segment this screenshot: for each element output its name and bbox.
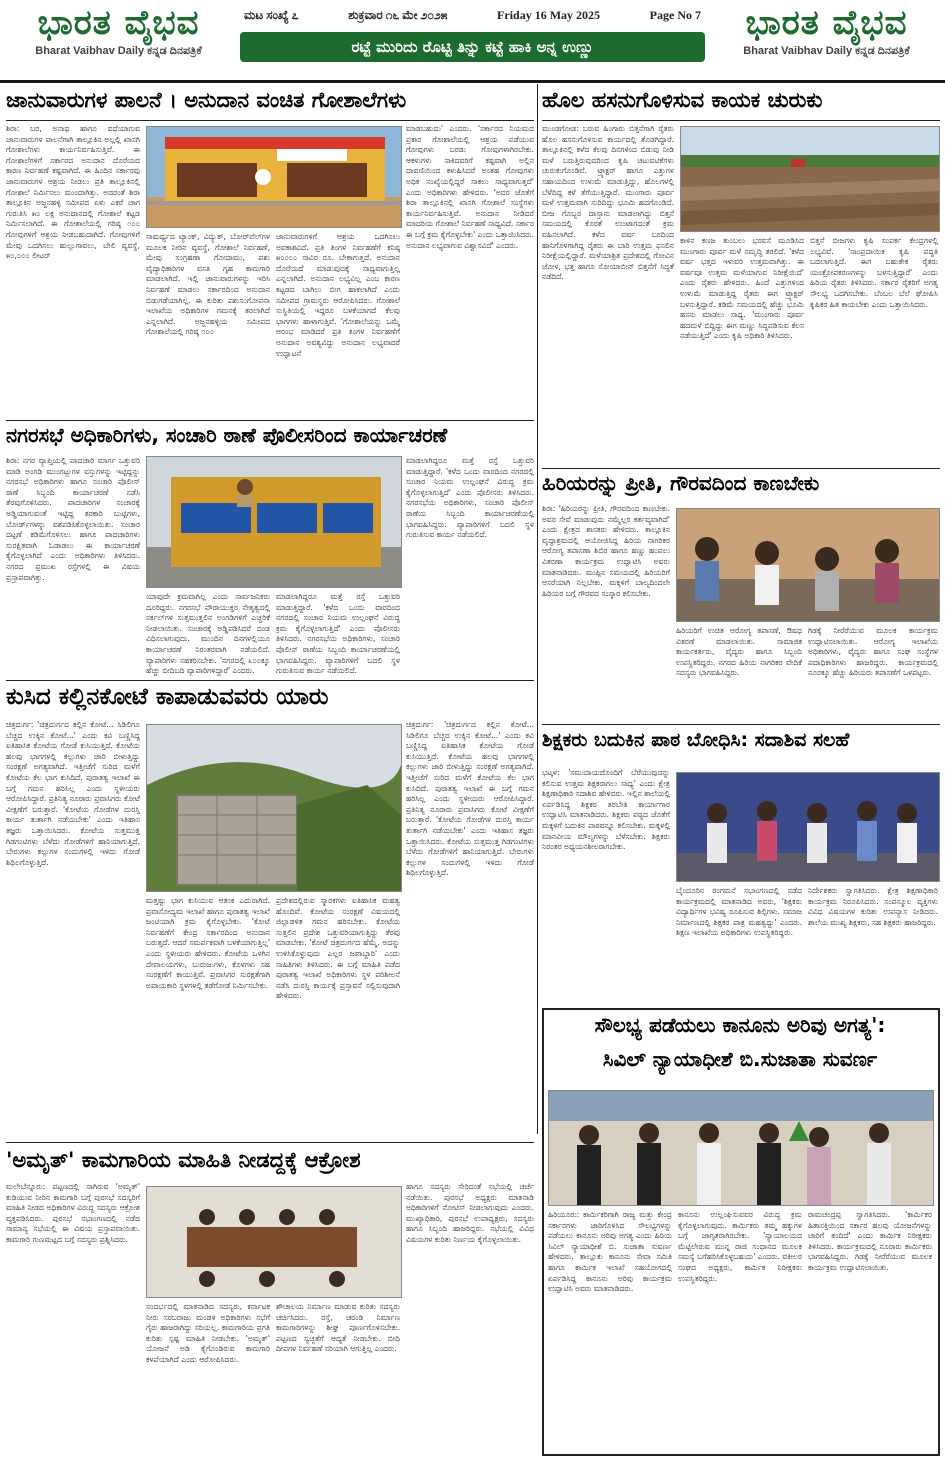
article-text: ಮತ್ತಷ್ಟು ಭಾಗ ಕುಸಿಯುವ ಆತಂಕ ಎದುರಾಗಿದೆ. ಪ್ರವಾಸೋದ್ಯಮ ಇಲಾಖೆ ಹಾಗೂ ಪುರಾತತ್ವ ಇಲಾಖೆ ಜಂಟಿಯಾಗಿ ಕ್ರಮ ಕೈಗೊಳ್ಳಬೇಕು. 'ಕೋಟೆ ನಿರ್ವಹಣೆಗೆ ಕೇಂದ್ರ ಸರ್ಕಾರದಿಂದ ಅನುದಾನ ಬರುತ್ತದೆ. ಆದರೆ ಸಮರ್ಪಕವಾಗಿ ಬಳಕೆಯಾಗುತ್ತಿಲ್ಲ' ಎಂದು ಸ್ಥಳೀಯರು ಹೇಳಿದರು. ಕೋಟೆಯ ಒಳಗಿನ ದೇವಾಲಯಗಳು, ಬುರುಜುಗಳು, ಕೊಳಗಳು ಸಹ ಸಂರಕ್ಷಣೆಗೆ ಕಾಯುತ್ತಿವೆ. ಪ್ರವಾಸಿಗರ ಸುರಕ್ಷತೆಗಾಗಿ ಅಪಾಯಕಾರಿ ಸ್ಥಳಗಳಲ್ಲಿ ತಡೆಗೋಡೆ ನಿರ್ಮಿಸಬೇಕು. xyxy=(146,896,270,990)
masthead xyxy=(0,0,945,83)
article-text: ಬೈಂದೂರಿನ ರಂಗಮನೆ ಸಭಾಂಗಣದಲ್ಲಿ ನಡೆದ ಕಾರ್ಯಕ್ರಮದಲ್ಲಿ ಮಾತನಾಡಿದ ಅವರು, 'ಶಿಕ್ಷಕರು ವಿದ್ಯಾರ್ಥಿಗಳ ಭವಿಷ್ಯ ರೂಪಿಸುವ ಶಿಲ್ಪಿಗಳು. ಸಮಾಜ ನಿರ್ಮಾಣದಲ್ಲಿ ಶಿಕ್ಷಕರ ಪಾತ್ರ ಮಹತ್ವದ್ದು' ಎಂದರು. ಶಿಕ್ಷಣ ಇಲಾಖೆಯ ಅಧಿಕಾರಿಗಳು ಉಪಸ್ಥಿತರಿದ್ದರು. xyxy=(676,886,802,938)
headline-farming: ಹೊಲ ಹಸನುಗೊಳಿಸುವ ಕಾಯಕ ಚುರುಕು xyxy=(542,88,823,112)
article-text: ಹಿರಿಯರಿಗೆ ಉಚಿತ ಆರೋಗ್ಯ ತಪಾಸಣೆ, ಔಷಧ ವಿತರಣೆ ಮಾಡಲಾಯಿತು. ಸಾಮಾಜಿಕ ಕಾರ್ಯಕರ್ತರು, ವೈದ್ಯರು ಹಾಗೂ ಸಿಬ್ಬಂದಿ ಉಪಸ್ಥಿತರಿದ್ದರು. ನಗರದ ಹಿರಿಯ ನಾಗರಿಕರ ವೇದಿಕೆ ಸದಸ್ಯರು ಭಾಗವಹಿಸಿದ್ದರು. xyxy=(676,626,802,678)
article-text: ನಿರ್ದೇಶಕರು ಸ್ವಾಗತಿಸಿದರು. ಕ್ಷೇತ್ರ ಶಿಕ್ಷಣಾಧಿಕಾರಿ ಕಾರ್ಯಕ್ರಮ ನಿರೂಪಿಸಿದರು. ಸಂಪನ್ಮೂಲ ವ್ಯಕ್ತಿಗಳು ವಿವಿಧ ವಿಷಯಗಳ ಕುರಿತು ಉಪನ್ಯಾಸ ನೀಡಿದರು. ಶಾಲೆಯ ಮುಖ್ಯ ಶಿಕ್ಷಕರು, ಸಹ ಶಿಕ್ಷಕರು ಹಾಜರಿದ್ದರು. xyxy=(808,886,938,927)
headline-law-line1: ಸೌಲಭ್ಯ ಪಡೆಯಲು ಕಾನೂನು ಅರಿವು ಅಗತ್ಯ': xyxy=(594,1013,886,1037)
article-text: ಹಾಗೂ ಸದಸ್ಯರು ಸೇರಿದಂತೆ ಸಭೆಯಲ್ಲಿ ಚರ್ಚೆ ನಡೆಯಿತು. ಪುರಸಭೆ ಅಧ್ಯಕ್ಷರು ಮಾತನಾಡಿ ಅಧಿಕಾರಿಗಳಿಗೆ ನೋಟಿಸ್ ನೀಡಲಾಗುವುದು ಎಂದರು. ಮುಖ್ಯಾಧಿಕಾರಿ, ಪುರಸಭೆ ಉಪಾಧ್ಯಕ್ಷರು, ಸದಸ್ಯರು ಹಾಗೂ ಸಿಬ್ಬಂದಿ ಹಾಜರಿದ್ದರು. ಸಭೆಯಲ್ಲಿ ವಿವಿಧ ವಿಷಯಗಳ ಕುರಿತು ನಿರ್ಣಯ ಕೈಗೊಳ್ಳಲಾಯಿತು. xyxy=(406,1182,534,1244)
column-divider xyxy=(537,84,538,1134)
kannada-date: ಶುಕ್ರವಾರ ೧೬ ಮೇ ೨೦೨೫ xyxy=(348,8,448,22)
headline-fort: ಕುಸಿದ ಕಲ್ಲಿನಕೋಟೆ ಕಾಪಾಡುವವರು ಯಾರು xyxy=(6,684,329,710)
logo-tag: ಕನ್ನಡ ದಿನಪತ್ರಿಕೆ xyxy=(855,45,910,57)
issue-meta-row xyxy=(240,4,705,26)
page-number: Page No 7 xyxy=(649,8,701,22)
logo-title: ಭಾರತ ವೈಭವ xyxy=(37,3,200,43)
truck-photo xyxy=(146,456,402,588)
headline-goshala: ಜಾನುವಾರುಗಳ ಪಾಲನೆ । ಅನುದಾನ ವಂಚಿತ ಗೋಶಾಲೆಗಳು xyxy=(6,88,407,112)
article-text: ಶಿರಾ: 'ಹಿರಿಯರನ್ನು ಪ್ರೀತಿ, ಗೌರವದಿಂದ ಕಾಣಬೇಕು. ಅವರ ಸೇವೆ ಮಾಡುವುದು ನಮ್ಮೆಲ್ಲರ ಕರ್ತವ್ಯವಾಗಿದೆ' ಎಂದು ಕ್ಷೇತ್ರದ ಶಾಸಕರು ಹೇಳಿದರು. ತಾಲ್ಲೂಕಿನ ವೃದ್ಧಾಶ್ರಮದಲ್ಲಿ ಆಯೋಜಿಸಿದ್ದ ಹಿರಿಯ ನಾಗರಿಕರ ಆರೋಗ್ಯ ತಪಾಸಣಾ ಶಿಬಿರ ಹಾಗೂ ಹಣ್ಣು ಹಂಪಲು ವಿತರಣಾ ಕಾರ್ಯಕ್ರಮ ಉದ್ಘಾಟಿಸಿ ಅವರು ಮಾತನಾಡಿದರು. ಮುಪ್ಪಿನ ಸಮಯದಲ್ಲಿ ಹಿರಿಯರಿಗೆ ಆಸರೆಯಾಗಿ ನಿಲ್ಲಬೇಕು. ಮಕ್ಕಳಿಗೆ ಬಾಲ್ಯದಿಂದಲೇ ಹಿರಿಯರ ಬಗ್ಗೆ ಗೌರವದ ಸಂಸ್ಕಾರ ಕಲಿಸಬೇಕು. xyxy=(542,504,670,598)
article-text: ಮಾಡಲಾಗಿದ್ದರೂ ಮತ್ತೆ ರಸ್ತೆ ಒತ್ತುವರಿ ಮಾಡುತ್ತಿದ್ದಾರೆ. 'ಕಳೆದ ಒಂದು ವಾರದಿಂದ ನಗರದಲ್ಲಿ ಸಂಚಾರ ನಿಯಮ ಉಲ್ಲಂಘನೆ ವಿರುದ್ಧ ಕ್ರಮ ಕೈಗೊಳ್ಳಲಾಗುತ್ತಿದೆ' ಎಂದು ಪೊಲೀಸರು ತಿಳಿಸಿದರು. ನಗರಸಭೆಯ ಅಧಿಕಾರಿಗಳು, ಸಂಚಾರಿ ಪೊಲೀಸ್ ಠಾಣೆಯ ಸಿಬ್ಬಂದಿ ಕಾರ್ಯಾಚರಣೆಯಲ್ಲಿ ಭಾಗವಹಿಸಿದ್ದರು. ವ್ಯಾಪಾರಿಗಳಿಗೆ ಬದಲಿ ಸ್ಥಳ ಗುರುತಿಸುವ ಕಾರ್ಯ ನಡೆಯಲಿದೆ. xyxy=(276,592,400,676)
issue-number: ಮಟ ಸಂಖ್ಯೆ ೭ xyxy=(244,8,299,22)
article-text: ಮಲೇಬೆನ್ನೂರು: ಪಟ್ಟಣದಲ್ಲಿ ಸಾಗಿರುವ 'ಅಮೃತ್' ಕುಡಿಯುವ ನೀರಿನ ಕಾಮಗಾರಿ ಬಗ್ಗೆ ಪುರಸಭೆ ಸದಸ್ಯರಿಗೆ ಮಾಹಿತಿ ನೀಡದ ಅಧಿಕಾರಿಗಳ ವಿರುದ್ಧ ಸದಸ್ಯರು ಆಕ್ರೋಶ ವ್ಯಕ್ತಪಡಿಸಿದರು. ಪುರಸಭೆ ಸಭಾಂಗಣದಲ್ಲಿ ನಡೆದ ಸಾಮಾನ್ಯ ಸಭೆಯಲ್ಲಿ ಈ ವಿಷಯ ಪ್ರಸ್ತಾಪವಾಯಿತು. ಕಾಮಗಾರಿ ಗುಣಮಟ್ಟದ ಬಗ್ಗೆ ಸದಸ್ಯರು ಪ್ರಶ್ನಿಸಿದರು. xyxy=(6,1182,140,1244)
slogan-banner: ರಟ್ಟೆ ಮುರಿದು ರೊಟ್ಟಿ ತಿನ್ನು ಕಟ್ಟೆ ಹಾಕಿ ಅನ್ನ ಉಣ್ಣು xyxy=(240,32,705,62)
meeting-photo xyxy=(146,1186,402,1298)
article-text: ಬಿತ್ತನೆ ಬೀಜಗಳು ಕೃಷಿ ಸಂಪರ್ಕ ಕೇಂದ್ರಗಳಲ್ಲಿ ಲಭ್ಯವಿವೆ. 'ಸಾಂಪ್ರದಾಯಿಕ ಕೃಷಿ ಪದ್ಧತಿ ಬದಲಾಗುತ್ತಿದೆ. ಈಗ ಬಹುತೇಕ ರೈತರು ಯಂತ್ರೋಪಕರಣಗಳನ್ನು ಬಳಸುತ್ತಿದ್ದಾರೆ' ಎಂದು ಹಿರಿಯ ರೈತರು ತಿಳಿಸಿದರು. ಸರ್ಕಾರ ರೈತರಿಗೆ ಅಗತ್ಯ ಸೌಲಭ್ಯ ಒದಗಿಸಬೇಕು. ಬೆಂಬಲ ಬೆಲೆ ಘೋಷಿಸಿ ಕೃಷಿಕರ ಹಿತ ಕಾಯಬೇಕು ಎಂದು ಒತ್ತಾಯಿಸಿದರು. xyxy=(810,236,938,309)
divider xyxy=(6,680,534,681)
article-text: ಜಾನುವಾರುಗಳಿಗೆ ಆಶ್ರಯ ಒದಗಿಸಲು ಅವಕಾಶವಿದೆ. ಪ್ರತಿ ತಿಂಗಳ ನಿರ್ವಹಣೆಗೆ ಕನಿಷ್ಠ ೫೦೦೦೦ ಸಾವಿರ ರೂ. ಬೇಕಾಗುತ್ತದೆ. ಅನುದಾನ ದೊರೆಯದೆ ಮಾಡುವುದಕ್ಕೆ ಸಾಧ್ಯವಾಗುತ್ತಿಲ್ಲ ಎನ್ನಲಾಗಿದೆ. ಅನುದಾನ ಲಭ್ಯವಿಲ್ಲ ಎಂಬ ಕಾರಣ ಕಟ್ಟಡದ ಬಾಗಿಲು ಬೀಗ ಹಾಕಲಾಗಿದೆ ಎಂದು ಸಮೀಪದ ಗ್ರಾಮಸ್ಥರು ಆರೋಪಿಸಿದರು. ಗೋಶಾಲೆ ಸುಸ್ಥಿತಿಯಲ್ಲಿ ಇದ್ದರೂ ಬಳಕೆಯಾಗದೆ ಕೆಲವು ಭಾಗಗಳು ಹಾಳಾಗುತ್ತಿವೆ. 'ಗೋಶಾಲೆಯನ್ನು ಒಮ್ಮೆ ಆರಂಭ ಮಾಡಿದರೆ ಪ್ರತಿ ತಿಂಗಳ ನಿರ್ವಹಣೆಗೆ ಅನುದಾನ ಅವಶ್ಯವಿದ್ದು ಅನುದಾನ ಲಭ್ಯವಾದರೆ ಉದ್ಘಾಟನೆ xyxy=(276,232,400,358)
divider xyxy=(6,120,534,121)
headline-law-line2: ಸಿವಿಲ್ ನ್ಯಾಯಾಧೀಶೆ ಬಿ.ಸುಜಾತಾ ಸುವರ್ಣ xyxy=(602,1047,878,1071)
headline-teachers: ಶಿಕ್ಷಕರು ಬದುಕಿನ ಪಾಠ ಬೋಧಿಸಿ: ಸದಾಶಿವ ಸಲಹೆ xyxy=(542,729,850,751)
logo-right xyxy=(714,2,939,76)
article-text: ಹಿರಿಯೂರು: ಕಾರ್ಮಿಕರಿಗಾಗಿ ರಾಜ್ಯ ಮತ್ತು ಕೇಂದ್ರ ಸರ್ಕಾರಗಳು ಜಾರಿಗೊಳಿಸಿದ ಸೌಲಭ್ಯಗಳನ್ನು ಪಡೆಯಲು ಕಾನೂನು ಅರಿವು ಅಗತ್ಯ ಎಂದು ಹಿರಿಯ ಸಿವಿಲ್ ನ್ಯಾಯಾಧೀಶೆ ಬಿ. ಸುಜಾತಾ ಸುವರ್ಣ ಹೇಳಿದರು. ತಾಲ್ಲೂಕು ಕಾನೂನು ಸೇವಾ ಸಮಿತಿ ಹಾಗೂ ಕಾರ್ಮಿಕ ಇಲಾಖೆ ಸಹಯೋಗದಲ್ಲಿ ಏರ್ಪಡಿಸಿದ್ದ ಕಾನೂನು ಅರಿವು ಕಾರ್ಯಕ್ರಮ ಉದ್ಘಾಟಿಸಿ ಅವರು ಮಾತನಾಡಿದರು. xyxy=(548,1210,672,1294)
article-text: ಸಂದರ್ಭದಲ್ಲಿ ಮಾತನಾಡಿದ ಸದಸ್ಯರು, ಕರ್ನಾಟಕ ನೀರು ಸರಬರಾಜು ಮಂಡಳಿ ಅಧಿಕಾರಿಗಳು ಸಭೆಗೆ ಗೈರು ಹಾಜರಾಗಿದ್ದು ಸರಿಯಲ್ಲ. ಕಾಮಗಾರಿಯ ಪ್ರಗತಿ ಕುರಿತು ಸ್ಪಷ್ಟ ಮಾಹಿತಿ ನೀಡಬೇಕು. 'ಅಮೃತ್' ಯೋಜನೆ ಅಡಿ ಕೈಗೊಂಡಿರುವ ಕಾಮಗಾರಿ ಕಳಪೆಯಾಗಿದೆ ಎಂದು ಆರೋಪಿಸಿದರು. xyxy=(146,1302,270,1364)
article-text: ಯಾವುದೇ ಕ್ರಮವಾಗಿಲ್ಲ ಎಂದು ಸಾರ್ವಜನಿಕರು ದೂರಿದ್ದರು. ನಗರಸಭೆ ಪೌರಾಯುಕ್ತರ ನೇತೃತ್ವದಲ್ಲಿ ಸರ್ಕಲ್‌ಗಳ ಸುತ್ತಮುತ್ತಲಿನ ಅಂಗಡಿಗಳಿಗೆ ಎಚ್ಚರಿಕೆ ನೀಡಲಾಯಿತು. ಸಂಚಾರಕ್ಕೆ ಅಡ್ಡಿಪಡಿಸಿದರೆ ದಂಡ ವಿಧಿಸಲಾಗುವುದು. ಮುಂದಿನ ದಿನಗಳಲ್ಲಿಯೂ ಕಾರ್ಯಾಚರಣೆ ನಿರಂತರವಾಗಿ ನಡೆಯಲಿದೆ. ವ್ಯಾಪಾರಿಗಳು ಸಹಕರಿಸಬೇಕು. 'ನಗರದಲ್ಲಿ ೩೦೦ಕ್ಕೂ ಹೆಚ್ಚು ಬೀದಿಬದಿ ವ್ಯಾಪಾರಿಗಳಿದ್ದಾರೆ' ಎಂದರು. xyxy=(146,592,270,676)
divider xyxy=(542,120,940,121)
article-text: ಮಾಡಬಹುದು' ಎಂದರು. 'ಸರ್ಕಾರದ ನಿಯಮದ ಪ್ರಕಾರ ಗೋಶಾಲೆಯಲ್ಲಿ ಆಶ್ರಯ ಪಡೆಯುವ ಗೋವುಗಳು ಬರಡು ಗೋವುಗಳಾಗಿರಬೇಕು. ಆಕಳುಗಳು ಸಾಕಿದವರಿಗೆ ಕಷ್ಟವಾಗಿ ಅಲ್ಲಿನ ದಾವಣಿಯಿಂದ ಕಳುಹಿಸಿದರೆ ಅಂತಹ ಗೋವುಗಳು ಅಧಿಕ ಸಂಖ್ಯೆಯಲ್ಲಿದ್ದರೆ ಸಾಕಲು ಸಾಧ್ಯವಾಗುತ್ತದೆ' ಎಂದು ಅಧಿಕಾರಿಗಳು ಹೇಳಿದರು. 'ಅದರ ಜೊತೆಗೆ ಶಿರಾ ತಾಲ್ಲೂಕಿನಲ್ಲಿ ಖಾಸಗಿ ಗೋಶಾಲೆ ಸಂಸ್ಥೆಗಳು ಕಾರ್ಯನಿರ್ವಹಿಸುತ್ತಿವೆ. ಅನುದಾನ ನೀಡಿದರೆ ಮಾದರಿಯ ಗೋಶಾಲೆ ನಿರ್ವಹಣೆ ಸಾಧ್ಯವಿದೆ. ಸರ್ಕಾರ ಈ ಬಗ್ಗೆ ಕ್ರಮ ಕೈಗೊಳ್ಳಬೇಕು' ಎಂದು ಒತ್ತಾಯಿಸಿದರು. ಅನುದಾನ ಲಭ್ಯವಾಗುವ ವಿಶ್ವಾಸವಿದೆ' ಎಂದರು. xyxy=(406,124,534,250)
logo-subtitle: Bharat Vaibhav Daily xyxy=(35,45,145,57)
article-text: ರಾಮಚಂದ್ರಪ್ಪ ಸ್ವಾಗತಿಸಿದರು. 'ಕಾರ್ಮಿಕರ ಹಿತಾಸಕ್ತಿಯಿಂದ ಸರ್ಕಾರ ಹಲವು ಯೋಜನೆಗಳನ್ನು ಜಾರಿಗೆ ತಂದಿದೆ' ಎಂದು ಕಾರ್ಮಿಕ ನಿರೀಕ್ಷಕರು ತಿಳಿಸಿದರು. ಕಾರ್ಯಕ್ರಮದಲ್ಲಿ ನೂರಾರು ಕಾರ್ಮಿಕರು ಭಾಗವಹಿಸಿದ್ದರು. ಗಿಡಕ್ಕೆ ನೀರೆರೆಯುವ ಮೂಲಕ ಕಾರ್ಯಕ್ರಮ ಉದ್ಘಾಟಿಸಲಾಯಿತು. xyxy=(808,1210,932,1272)
logo-subtitle: Bharat Vaibhav Daily xyxy=(743,45,853,57)
headline-elders: ಹಿರಿಯರನ್ನು ಪ್ರೀತಿ, ಗೌರವದಿಂದ ಕಾಣಬೇಕು xyxy=(542,471,820,495)
headline-police: ನಗರಸಭೆ ಅಧಿಕಾರಿಗಳು, ಸಂಚಾರಿ ಠಾಣೆ ಪೊಲೀಸರಿಂದ ಕಾರ್ಯಾಚರಣೆ xyxy=(6,423,448,447)
divider xyxy=(6,420,534,421)
article-text: ಶಿರಾ: ಬರ, ಅನಾಥ ಹಾಗೂ ವಧೆಯಾಗುವ ಜಾನುವಾರುಗಳ ಪಾಲನೆಗಾಗಿ ತಾಲ್ಲೂಕಿನ ಅಲ್ಲಲ್ಲಿ ಖಾಸಗಿ ಗೋಶಾಲೆಗಳು ಕಾರ್ಯನಿರ್ವಹಿಸುತ್ತಿವೆ. ಈ ಗೋಶಾಲೆಗಳಿಗೆ ಸರ್ಕಾರದ ಅನುದಾನ ದೊರೆಯದ ಕಾರಣ ನಿರ್ವಹಣೆ ಕಷ್ಟವಾಗಿದೆ. ಈ ಹಿಂದಿನ ಸರ್ಕಾರವು ಜಾನುವಾರುಗಳ ಆಶ್ರಯ ನೀಡಲು ಪ್ರತಿ ತಾಲ್ಲೂಕಿನಲ್ಲಿ ಗೋಶಾಲೆ ನಿರ್ಮಿಸಲು ಮುಂದಾಗಿತ್ತು. ಅದರಂತೆ ಶಿರಾ ತಾಲ್ಲೂಕಿನ ಅಜ್ಜನಹಳ್ಳಿ ಸಮೀಪದ ಏಳು ಎಕರೆ ಜಾಗ ಗುರುತಿಸಿ ೫೦ ಲಕ್ಷ ಅನುದಾನದಲ್ಲಿ ಗೋಶಾಲೆ ಕಟ್ಟಡ ನಿರ್ಮಿಸಲಾಗಿದೆ. ಈ ಗೋಶಾಲೆಯಲ್ಲಿ ಗರಿಷ್ಠ ೧೦೦ ಗೋವುಗಳಿಗೆ ಆಶ್ರಯ ನೀಡಬಹುದಾಗಿದೆ. ಗೋವುಗಳಿಗೆ ಮೇವು ಒದಗಿಸಲು ಹುಲ್ಲುಗಾವಲು, ಬೇಲಿ ವ್ಯವಸ್ಥೆ, ೫೦,೦೦೦ ಲೀಟರ್ xyxy=(6,124,140,261)
article-text: ಸಾಮರ್ಥ್ಯದ ಟ್ಯಾಂಕ್, ವಿದ್ಯುತ್, ಬೋರ್‌ವೆಲ್‌ಗಳ ಮೂಲಕ ನೀರಿನ ವ್ಯವಸ್ಥೆ, ಗೋಶಾಲೆ ನಿರ್ವಹಣೆ, ಮೇವು ಸಂಗ್ರಹಣಾ ಗೋದಾಮು, ಪಶು ವೈದ್ಯಾಧಿಕಾರಿಗಳ ವಸತಿ ಗೃಹ ಕಾಮಗಾರಿ ಮಾಡಲಾಗಿದೆ. ಇಲ್ಲಿ ಜಾನುವಾರುಗಳನ್ನು ಇರಿಸಿ ನಿರ್ವಹಣೆ ಮಾಡಲು ಸರ್ಕಾರದಿಂದ ಅನುದಾನ ಬಿಡುಗಡೆಯಾಗಿಲ್ಲ. ಈ ಕುರಿತು ಪಶುಸಂಗೋಪನಾ ಇಲಾಖೆಯ ಅಧಿಕಾರಿಗಳ ಗಮನಕ್ಕೆ ತರಲಾಗಿದೆ ಎನ್ನಲಾಗಿದೆ. ಅಜ್ಜನಹಳ್ಳಿಯ ಸಮೀಪದ ಗೋಶಾಲೆಯಲ್ಲಿ ಗರಿಷ್ಠ ೧೦೦ xyxy=(146,232,270,337)
article-text: ಕಾನೂನು ಉಲ್ಲಂಘಿಸುವವರ ವಿರುದ್ಧ ಕ್ರಮ ಕೈಗೊಳ್ಳಲಾಗುವುದು. ಕಾರ್ಮಿಕರು ತಮ್ಮ ಹಕ್ಕುಗಳ ಬಗ್ಗೆ ಜಾಗೃತರಾಗಿರಬೇಕು. 'ನ್ಯಾಯಾಲಯದ ಮೆಟ್ಟಿಲೇರುವ ಮುನ್ನ ರಾಜಿ ಸಂಧಾನದ ಮೂಲಕ ಸಮಸ್ಯೆ ಬಗೆಹರಿಸಿಕೊಳ್ಳಬಹುದು' ಎಂದರು. ವಕೀಲರ ಸಂಘದ ಅಧ್ಯಕ್ಷರು, ಕಾರ್ಮಿಕ ನಿರೀಕ್ಷಕರು ಉಪಸ್ಥಿತರಿದ್ದರು. xyxy=(678,1210,802,1283)
logo-tag: ಕನ್ನಡ ದಿನಪತ್ರಿಕೆ xyxy=(147,45,202,57)
article-text: ಗಿಡಕ್ಕೆ ನೀರೆರೆಯುವ ಮೂಲಕ ಕಾರ್ಯಕ್ರಮ ಉದ್ಘಾಟಿಸಲಾಯಿತು. ಆರೋಗ್ಯ ಇಲಾಖೆಯ ಅಧಿಕಾರಿಗಳು, ವೈದ್ಯರು ಹಾಗೂ ಸಂಘ ಸಂಸ್ಥೆಗಳ ಪದಾಧಿಕಾರಿಗಳು ಹಾಜರಿದ್ದರು. ಕಾರ್ಯಕ್ರಮದಲ್ಲಿ ನೂರಕ್ಕೂ ಹೆಚ್ಚು ಹಿರಿಯರು ತಪಾಸಣೆಗೆ ಒಳಪಟ್ಟರು. xyxy=(808,626,938,678)
english-date: Friday 16 May 2025 xyxy=(497,8,601,22)
article-text: ಚಿತ್ರದುರ್ಗ: 'ಚಿತ್ರದುರ್ಗದ ಕಲ್ಲಿನ ಕೋಟೆ... ಸಿಡಿಲಿಗೂ ಬೆಚ್ಚದ ಉಕ್ಕಿನ ಕೋಟೆ...' ಎಂದು ಕವಿ ಬಣ್ಣಿಸಿದ್ದ ಐತಿಹಾಸಿಕ ಕೋಟೆಯ ಗೋಡೆ ಕುಸಿಯುತ್ತಿದೆ. ಕೋಟೆಯ ಹಲವು ಭಾಗಗಳಲ್ಲಿ ಕಲ್ಲುಗಳು ಜಾರಿ ಬೀಳುತ್ತಿದ್ದು ಸಂರಕ್ಷಣೆ ಅಗತ್ಯವಾಗಿದೆ. ಇತ್ತೀಚೆಗೆ ಸುರಿದ ಮಳೆಗೆ ಕೋಟೆಯ ಕೆಲ ಭಾಗ ಕುಸಿದಿದೆ. ಪುರಾತತ್ವ ಇಲಾಖೆ ಈ ಬಗ್ಗೆ ಗಮನ ಹರಿಸಿಲ್ಲ ಎಂದು ಸ್ಥಳೀಯರು ಆರೋಪಿಸಿದ್ದಾರೆ. ಪ್ರತಿನಿತ್ಯ ನೂರಾರು ಪ್ರವಾಸಿಗರು ಕೋಟೆ ವೀಕ್ಷಣೆಗೆ ಬರುತ್ತಾರೆ. 'ಕೋಟೆಯ ಗೋಡೆಗಳ ದುರಸ್ತಿ ಕಾರ್ಯ ತುರ್ತಾಗಿ ನಡೆಯಬೇಕು' ಎಂದು ಇತಿಹಾಸ ತಜ್ಞರು ಒತ್ತಾಯಿಸಿದರು. ಕೋಟೆಯ ಸುತ್ತಮುತ್ತ ಗಿಡಗಂಟಿಗಳು ಬೆಳೆದು ಗೋಡೆಗಳಿಗೆ ಹಾನಿಯಾಗುತ್ತಿದೆ. ಬೇರುಗಳು ಕಲ್ಲುಗಳ ಸಂದುಗಳಲ್ಲಿ ಇಳಿದು ಗೋಡೆ ಶಿಥಿಲಗೊಳ್ಳುತ್ತಿದೆ. xyxy=(6,720,140,867)
article-text: ಮುಂಡಗೋಡ: ಬರುವ ಹಿಂಗಾರು ಬಿತ್ತನೆಗಾಗಿ ರೈತರು ಹೊಲ ಹಸನುಗೊಳಿಸುವ ಕಾರ್ಯದಲ್ಲಿ ತೊಡಗಿದ್ದಾರೆ. ತಾಲ್ಲೂಕಿನಲ್ಲಿ ಕಳೆದ ಕೆಲವು ದಿನಗಳಿಂದ ಬಿಡುವು ನೀಡಿ ಮಳೆ ಬರುತ್ತಿರುವುದರಿಂದ ಕೃಷಿ ಚಟುವಟಿಕೆಗಳು ಚುರುಕುಗೊಂಡಿವೆ. ಟ್ರ್ಯಾಕ್ಟರ್ ಹಾಗೂ ಎತ್ತುಗಳ ಸಹಾಯದಿಂದ ಉಳುಮೆ ಮಾಡುತ್ತಿದ್ದು, ಹೊಲಗಳಲ್ಲಿ ಬೆಳೆದಿದ್ದ ಕಳೆ ತೆಗೆಯುತ್ತಿದ್ದಾರೆ. ಮುಂಗಾರು ಪೂರ್ವ ಮಳೆ ಉತ್ತಮವಾಗಿ ಸುರಿದಿದ್ದು ಭೂಮಿ ಹದಗೊಂಡಿದೆ. ಬೀಜ ಗೊಬ್ಬರ ದಾಸ್ತಾನು ಮಾಡಲಾಗಿದ್ದು ಬಿತ್ತನೆ ಸಮಯದಲ್ಲಿ ಕೊರತೆ ಉಂಟಾಗದಂತೆ ಕ್ರಮ ವಹಿಸಲಾಗಿದೆ. ಕಳೆದ ವರ್ಷ ಬರದಿಂದ ಹಾನಿಗೊಳಗಾಗಿದ್ದ ರೈತರು ಈ ಬಾರಿ ಉತ್ತಮ ಫಸಲಿನ ನಿರೀಕ್ಷೆಯಲ್ಲಿದ್ದಾರೆ. ಮಳೆಯಾಶ್ರಿತ ಪ್ರದೇಶದಲ್ಲಿ ಗೋವಿನ ಜೋಳ, ಭತ್ತ ಹಾಗೂ ಸೋಯಾಬೀನ್ ಬಿತ್ತನೆಗೆ ಸಿದ್ಧತೆ ನಡೆದಿದೆ. xyxy=(542,124,674,282)
article-text: ಚಿತ್ರದುರ್ಗ: 'ಚಿತ್ರದುರ್ಗದ ಕಲ್ಲಿನ ಕೋಟೆ... ಸಿಡಿಲಿಗೂ ಬೆಚ್ಚದ ಉಕ್ಕಿನ ಕೋಟೆ...' ಎಂದು ಕವಿ ಬಣ್ಣಿಸಿದ್ದ ಐತಿಹಾಸಿಕ ಕೋಟೆಯ ಗೋಡೆ ಕುಸಿಯುತ್ತಿದೆ. ಕೋಟೆಯ ಹಲವು ಭಾಗಗಳಲ್ಲಿ ಕಲ್ಲುಗಳು ಜಾರಿ ಬೀಳುತ್ತಿದ್ದು ಸಂರಕ್ಷಣೆ ಅಗತ್ಯವಾಗಿದೆ. ಇತ್ತೀಚೆಗೆ ಸುರಿದ ಮಳೆಗೆ ಕೋಟೆಯ ಕೆಲ ಭಾಗ ಕುಸಿದಿದೆ. ಪುರಾತತ್ವ ಇಲಾಖೆ ಈ ಬಗ್ಗೆ ಗಮನ ಹರಿಸಿಲ್ಲ ಎಂದು ಸ್ಥಳೀಯರು ಆರೋಪಿಸಿದ್ದಾರೆ. ಪ್ರತಿನಿತ್ಯ ನೂರಾರು ಪ್ರವಾಸಿಗರು ಕೋಟೆ ವೀಕ್ಷಣೆಗೆ ಬರುತ್ತಾರೆ. 'ಕೋಟೆಯ ಗೋಡೆಗಳ ದುರಸ್ತಿ ಕಾರ್ಯ ತುರ್ತಾಗಿ ನಡೆಯಬೇಕು' ಎಂದು ಇತಿಹಾಸ ತಜ್ಞರು ಒತ್ತಾಯಿಸಿದರು. ಕೋಟೆಯ ಸುತ್ತಮುತ್ತ ಗಿಡಗಂಟಿಗಳು ಬೆಳೆದು ಗೋಡೆಗಳಿಗೆ ಹಾನಿಯಾಗುತ್ತಿದೆ. ಬೇರುಗಳು ಕಲ್ಲುಗಳ ಸಂದುಗಳಲ್ಲಿ ಇಳಿದು ಗೋಡೆ ಶಿಥಿಲಗೊಳ್ಳುತ್ತಿದೆ. xyxy=(406,720,534,878)
judge-photo xyxy=(548,1090,934,1206)
headline-amrut: 'ಅಮೃತ್' ಕಾಮಗಾರಿಯ ಮಾಹಿತಿ ನೀಡದ್ದಕ್ಕೆ ಆಕ್ರೋಶ xyxy=(6,1148,361,1172)
goshala-photo xyxy=(146,126,402,228)
logo-title: ಭಾರತ ವೈಭವ xyxy=(745,3,908,43)
article-text: ಶಿರಾ: ನಗರ ವ್ಯಾಪ್ತಿಯಲ್ಲಿ ಪಾದಚಾರಿ ಮಾರ್ಗ ಒತ್ತುವರಿ ಮಾಡಿ ಅಂಗಡಿ ಮುಂಗಟ್ಟುಗಳ ವಸ್ತುಗಳನ್ನು ಇಟ್ಟಿದ್ದನ್ನು ನಗರಸಭೆ ಅಧಿಕಾರಿಗಳು ಹಾಗೂ ಸಂಚಾರಿ ಪೊಲೀಸ್ ಠಾಣೆ ಸಿಬ್ಬಂದಿ ಕಾರ್ಯಾಚರಣೆ ನಡೆಸಿ ತೆರವುಗೊಳಿಸಿದರು. ಪಾದಚಾರಿಗಳ ಸಂಚಾರಕ್ಕೆ ಅಡ್ಡಿಯಾಗುವಂತೆ ಇಟ್ಟಿದ್ದ ತರಕಾರಿ ಬುಟ್ಟಿಗಳು, ಬೋರ್ಡ್‌ಗಳನ್ನು ವಶಪಡಿಸಿಕೊಳ್ಳಲಾಯಿತು. ಸಂಚಾರ ದಟ್ಟಣೆ ಕಡಿಮೆಗೊಳಿಸಲು ಹಾಗೂ ಪಾದಚಾರಿಗಳು ಸುರಕ್ಷಿತವಾಗಿ ಓಡಾಡಲು ಈ ಕಾರ್ಯಾಚರಣೆ ಕೈಗೊಳ್ಳಲಾಗಿದೆ ಎಂದು ಅಧಿಕಾರಿಗಳು ತಿಳಿಸಿದರು. ನಗರದ ಪ್ರಮುಖ ರಸ್ತೆಗಳಲ್ಲಿ ಈ ವಿಷಯ ಪ್ರಸ್ತಾಪವಾಗಿತ್ತು. xyxy=(6,456,140,582)
teachers-photo xyxy=(676,772,940,882)
elders-photo xyxy=(676,508,940,622)
masthead-center xyxy=(240,4,705,76)
divider xyxy=(6,1142,534,1143)
article-text: ಪ್ರದೇಶದಲ್ಲಿರುವ ಸ್ಮಾರಕಗಳು ಐತಿಹಾಸಿಕ ಮಹತ್ವ ಹೊಂದಿವೆ. ಕೋಟೆಯ ಸಂರಕ್ಷಣೆ ವಿಷಯದಲ್ಲಿ ಜಿಲ್ಲಾಡಳಿತ ಗಮನ ಹರಿಸಬೇಕು. ಕೋಟೆಯ ಸುತ್ತಲಿನ ಪ್ರದೇಶ ಒತ್ತುವರಿಯಾಗುತ್ತಿದ್ದು ತೆರವು ಮಾಡಬೇಕು. 'ಕೋಟೆ ಚಿತ್ರದುರ್ಗದ ಹೆಮ್ಮೆ. ಅದನ್ನು ಉಳಿಸಿಕೊಳ್ಳುವುದು ಎಲ್ಲರ ಜವಾಬ್ದಾರಿ' ಎಂದು ಸಾಹಿತಿಗಳು ತಿಳಿಸಿದರು. ಈ ಬಗ್ಗೆ ಮಾಹಿತಿ ಪಡೆದ ಪುರಾತತ್ವ ಇಲಾಖೆ ಅಧಿಕಾರಿಗಳು ಸ್ಥಳ ಪರಿಶೀಲನೆ ನಡೆಸಿ ದುರಸ್ತಿ ಕಾರ್ಯಕ್ಕೆ ಪ್ರಸ್ತಾವನೆ ಸಲ್ಲಿಸುವುದಾಗಿ ಹೇಳಿದರು. xyxy=(276,896,400,1001)
article-text: ಕಾಳಿನ ಕಣಜ ತುಂಬಲು ಭರವಸೆ ಮೂಡಿಸಿದ ಮುಂಗಾರು ಪೂರ್ವ ಮಳೆ ಸಮೃದ್ಧಿ ತರಲಿದೆ. 'ಕಳೆದ ವರ್ಷ ಭತ್ತದ ಇಳುವರಿ ಉತ್ತಮವಾಗಿತ್ತು. ಈ ವರ್ಷವೂ ಉತ್ತಮ ಮಳೆಯಾಗುವ ನಿರೀಕ್ಷೆಯಿದೆ' ಎಂದು ರೈತರು ಹೇಳಿದರು. ಹಿಂದೆ ಎತ್ತುಗಳಿಂದ ಉಳುಮೆ ಮಾಡುತ್ತಿದ್ದ ರೈತರು ಈಗ ಟ್ರ್ಯಾಕ್ಟರ್ ಬಳಸುತ್ತಿದ್ದಾರೆ. ಕಡಿಮೆ ಸಮಯದಲ್ಲಿ ಹೆಚ್ಚು ಭೂಮಿ ಹಸನು ಮಾಡಲು ಸಾಧ್ಯ. 'ಮುಂಗಾರು ಪೂರ್ವ ಹದಮಳೆ ಬಿದ್ದಿದ್ದು ಈಗ ಮಣ್ಣು ಸಿದ್ಧಪಡಿಸುವ ಕೆಲಸ ನಡೆಯುತ್ತಿದೆ' ಎಂದು ಕೃಷಿ ಅಧಿಕಾರಿ ತಿಳಿಸಿದರು. xyxy=(680,236,804,341)
divider xyxy=(542,468,940,469)
article-text: ಶೌಚಾಲಯ ನಿರ್ಮಾಣ ಮಾಡುವ ಕುರಿತು ಸದಸ್ಯರು ಚರ್ಚಿಸಿದರು. ರಸ್ತೆ, ಚರಂಡಿ ನಿರ್ಮಾಣ ಕಾಮಗಾರಿಗಳನ್ನು ಶೀಘ್ರ ಪೂರ್ಣಗೊಳಿಸಬೇಕು. ಪಟ್ಟಣದ ಸ್ವಚ್ಛತೆಗೆ ಆದ್ಯತೆ ನೀಡಬೇಕು. ಬೀದಿ ದೀಪಗಳ ನಿರ್ವಹಣೆ ಸರಿಯಾಗಿ ಆಗುತ್ತಿಲ್ಲ ಎಂದರು. xyxy=(276,1302,400,1354)
logo-left xyxy=(6,2,231,76)
article-text: ಮಾಡಲಾಗಿದ್ದರೂ ಮತ್ತೆ ರಸ್ತೆ ಒತ್ತುವರಿ ಮಾಡುತ್ತಿದ್ದಾರೆ. 'ಕಳೆದ ಒಂದು ವಾರದಿಂದ ನಗರದಲ್ಲಿ ಸಂಚಾರ ನಿಯಮ ಉಲ್ಲಂಘನೆ ವಿರುದ್ಧ ಕ್ರಮ ಕೈಗೊಳ್ಳಲಾಗುತ್ತಿದೆ' ಎಂದು ಪೊಲೀಸರು ತಿಳಿಸಿದರು. ನಗರಸಭೆಯ ಅಧಿಕಾರಿಗಳು, ಸಂಚಾರಿ ಪೊಲೀಸ್ ಠಾಣೆಯ ಸಿಬ್ಬಂದಿ ಕಾರ್ಯಾಚರಣೆಯಲ್ಲಿ ಭಾಗವಹಿಸಿದ್ದರು. ವ್ಯಾಪಾರಿಗಳಿಗೆ ಬದಲಿ ಸ್ಥಳ ಗುರುತಿಸುವ ಕಾರ್ಯ ನಡೆಯಲಿದೆ. xyxy=(406,456,534,540)
article-text: ಭಟ್ಕಳ: 'ಸಮುದಾಯದೊಂದಿಗೆ ಬೆರೆಯುವುದನ್ನು ಕಲಿಸುವ ಉತ್ತಮ ಶಿಕ್ಷಕರಾಗಲು ಸಾಧ್ಯ' ಎಂದು ಕ್ಷೇತ್ರ ಶಿಕ್ಷಣಾಧಿಕಾರಿ ಸದಾಶಿವ ಹೇಳಿದರು. ಇಲ್ಲಿನ ಶಾಲೆಯಲ್ಲಿ ಏರ್ಪಡಿಸಿದ್ದ ಶಿಕ್ಷಕರ ತರಬೇತಿ ಕಾರ್ಯಾಗಾರ ಉದ್ಘಾಟಿಸಿ ಮಾತನಾಡಿದರು. ಶಿಕ್ಷಕರು ಪಠ್ಯದ ಜೊತೆಗೆ ಮಕ್ಕಳಿಗೆ ಬದುಕಿನ ಪಾಠವನ್ನೂ ಕಲಿಸಬೇಕು. ಮಕ್ಕಳಲ್ಲಿ ಮಾನವೀಯ ಮೌಲ್ಯಗಳನ್ನು ಬೆಳೆಸಬೇಕು. ಶಿಕ್ಷಕರು ನಿರಂತರ ಅಧ್ಯಯನಶೀಲರಾಗಬೇಕು. xyxy=(542,768,670,852)
field-photo xyxy=(680,126,940,232)
divider xyxy=(542,724,940,725)
fort-wall-photo xyxy=(146,724,402,892)
